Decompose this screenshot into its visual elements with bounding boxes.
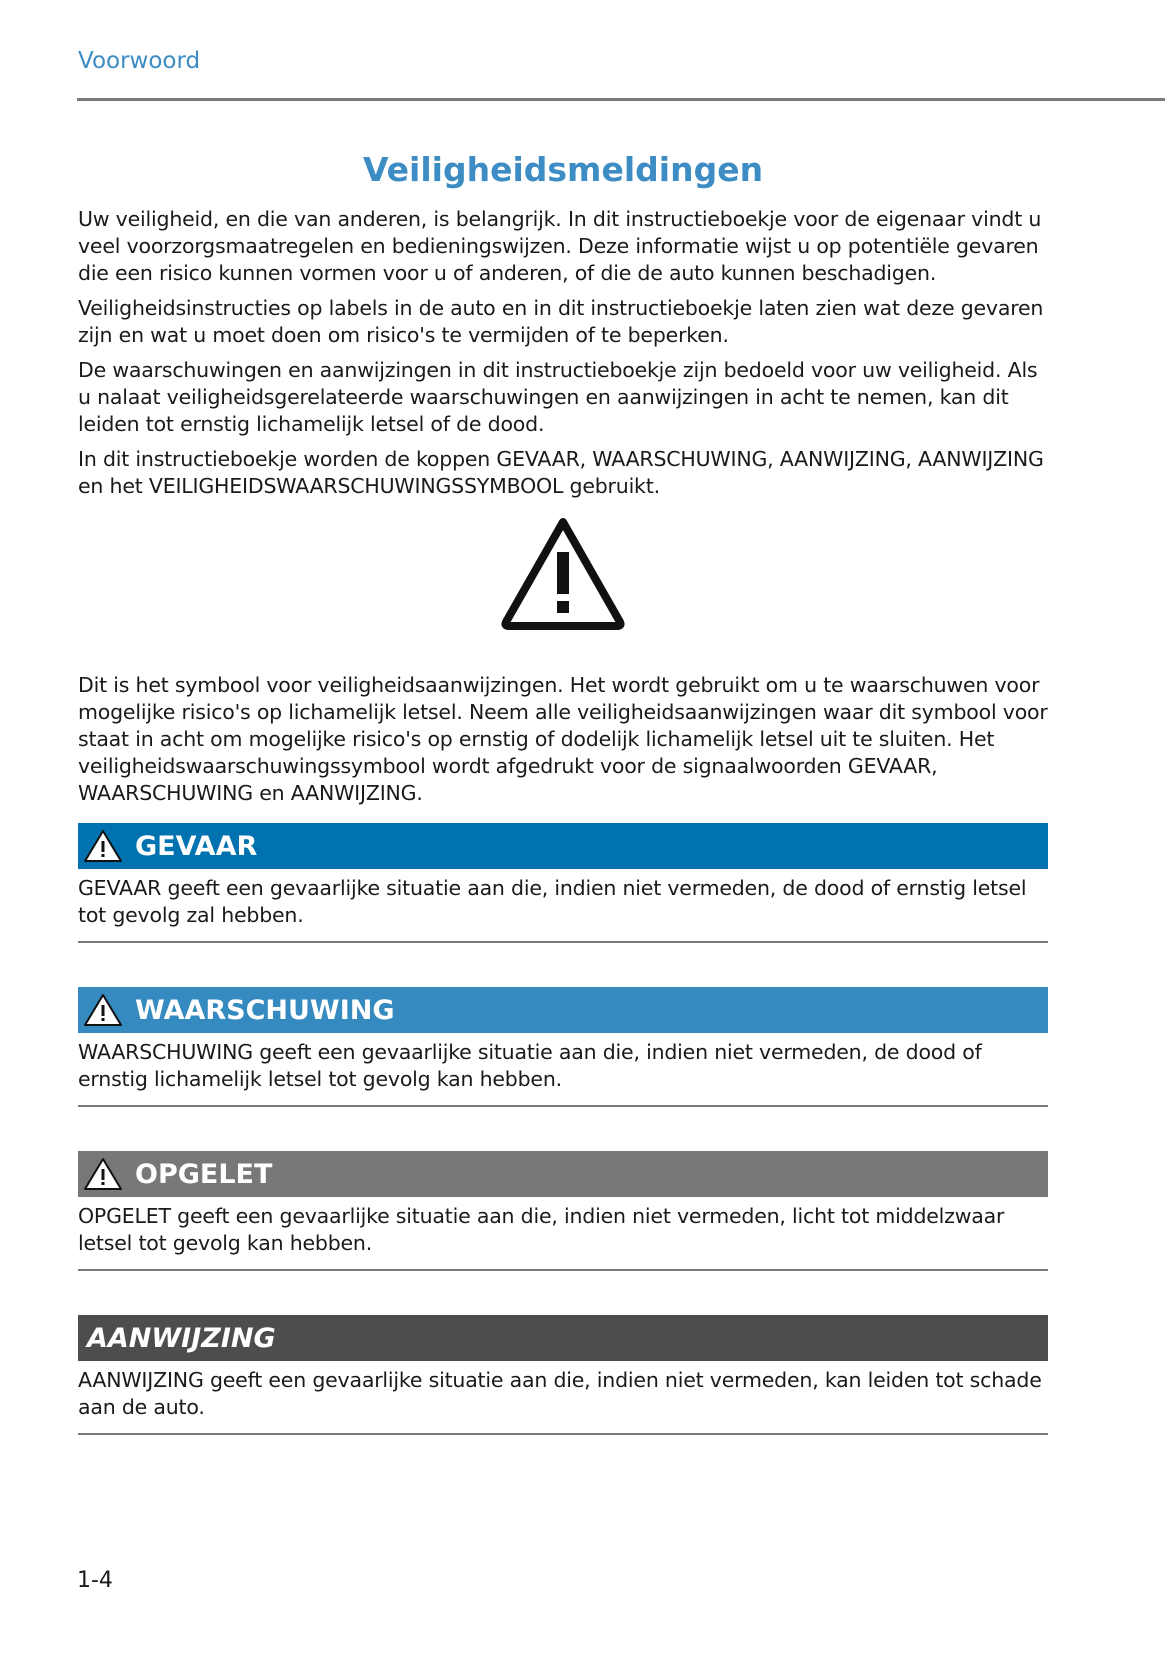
header-divider bbox=[77, 98, 1165, 101]
signal-description: GEVAAR geeft een gevaarlijke situatie aan die, indien niet vermeden, de dood of ernstig letsel tot gevolg zal hebben. bbox=[78, 876, 1027, 927]
signal-label: GEVAAR bbox=[135, 830, 258, 862]
safety-alert-symbol bbox=[78, 514, 1048, 632]
divider bbox=[78, 1433, 1048, 1435]
intro-paragraph: Uw veiligheid, en die van anderen, is belangrijk. In dit instructieboekje voor de eigenaar vindt u veel voorzorgsmaatregelen en bedieningswijzen. Deze informatie wijst u op potentiële gevaren die een risico kunnen vormen voor u of anderen, of die de auto kunnen beschadigen. bbox=[78, 207, 1042, 285]
section-header: Voorwoord bbox=[78, 48, 201, 74]
warning-triangle-icon bbox=[498, 514, 628, 632]
signal-description: OPGELET geeft een gevaarlijke situatie aan die, indien niet vermeden, licht tot middelzwaar letsel tot gevolg kan hebben. bbox=[78, 1204, 1005, 1255]
intro-paragraph: Veiligheidsinstructies op labels in de auto en in dit instructieboekje laten zien wat deze gevaren zijn en wat u moet doen om risico's te vermijden of te beperken. bbox=[78, 296, 1044, 347]
signal-opgelet bbox=[78, 1151, 1048, 1271]
intro-paragraph: In dit instructieboekje worden de koppen GEVAAR, WAARSCHUWING, AANWIJZING, AANWIJZING en het VEILIGHEIDSWAARSCHUWINGSSYMBOOL gebruikt. bbox=[78, 447, 1044, 498]
signal-description: AANWIJZING geeft een gevaarlijke situatie aan die, indien niet vermeden, kan leiden tot schade aan de auto. bbox=[78, 1368, 1042, 1419]
signal-banner bbox=[78, 1315, 1048, 1361]
divider bbox=[78, 1105, 1048, 1107]
intro-paragraph: De waarschuwingen en aanwijzingen in dit instructieboekje zijn bedoeld voor uw veiligheid. Als u nalaat veiligheidsgerelateerde waarschuwingen en aanwijzingen in acht te nemen, kan dit leiden tot ernstig lichamelijk letsel of de dood. bbox=[78, 358, 1038, 436]
page-title: Veiligheidsmeldingen bbox=[362, 150, 764, 189]
warning-triangle-icon bbox=[83, 829, 123, 863]
signal-description: WAARSCHUWING geeft een gevaarlijke situatie aan die, indien niet vermeden, de dood of ernstig lichamelijk letsel tot gevolg kan hebben. bbox=[78, 1040, 982, 1091]
divider bbox=[78, 1269, 1048, 1271]
signal-label: AANWIJZING bbox=[87, 1322, 276, 1354]
signal-banner bbox=[78, 823, 1048, 869]
page-content bbox=[78, 146, 1048, 1479]
signal-label: WAARSCHUWING bbox=[135, 994, 395, 1026]
signal-gevaar bbox=[78, 823, 1048, 943]
page-number: 1-4 bbox=[77, 1568, 113, 1593]
symbol-description: Dit is het symbool voor veiligheidsaanwijzingen. Het wordt gebruikt om u te waarschuwen voor mogelijke risico's op lichamelijk letsel. Neem alle veiligheidsaanwijzingen waar dit symbool voor staat in acht om mogelijke risico's op ernstig of dodelijk lichamelijk letsel uit te sluiten. Het veiligheidswaarschuwingssymbool wordt afgedrukt voor de signaalwoorden GEVAAR, WAARSCHUWING en AANWIJZING. bbox=[78, 673, 1048, 805]
signal-waarschuwing bbox=[78, 987, 1048, 1107]
signal-label: OPGELET bbox=[135, 1158, 273, 1190]
warning-triangle-icon bbox=[83, 993, 123, 1027]
divider bbox=[78, 941, 1048, 943]
signal-aanwijzing bbox=[78, 1315, 1048, 1435]
signal-banner bbox=[78, 1151, 1048, 1197]
signal-banner bbox=[78, 987, 1048, 1033]
warning-triangle-icon bbox=[83, 1157, 123, 1191]
